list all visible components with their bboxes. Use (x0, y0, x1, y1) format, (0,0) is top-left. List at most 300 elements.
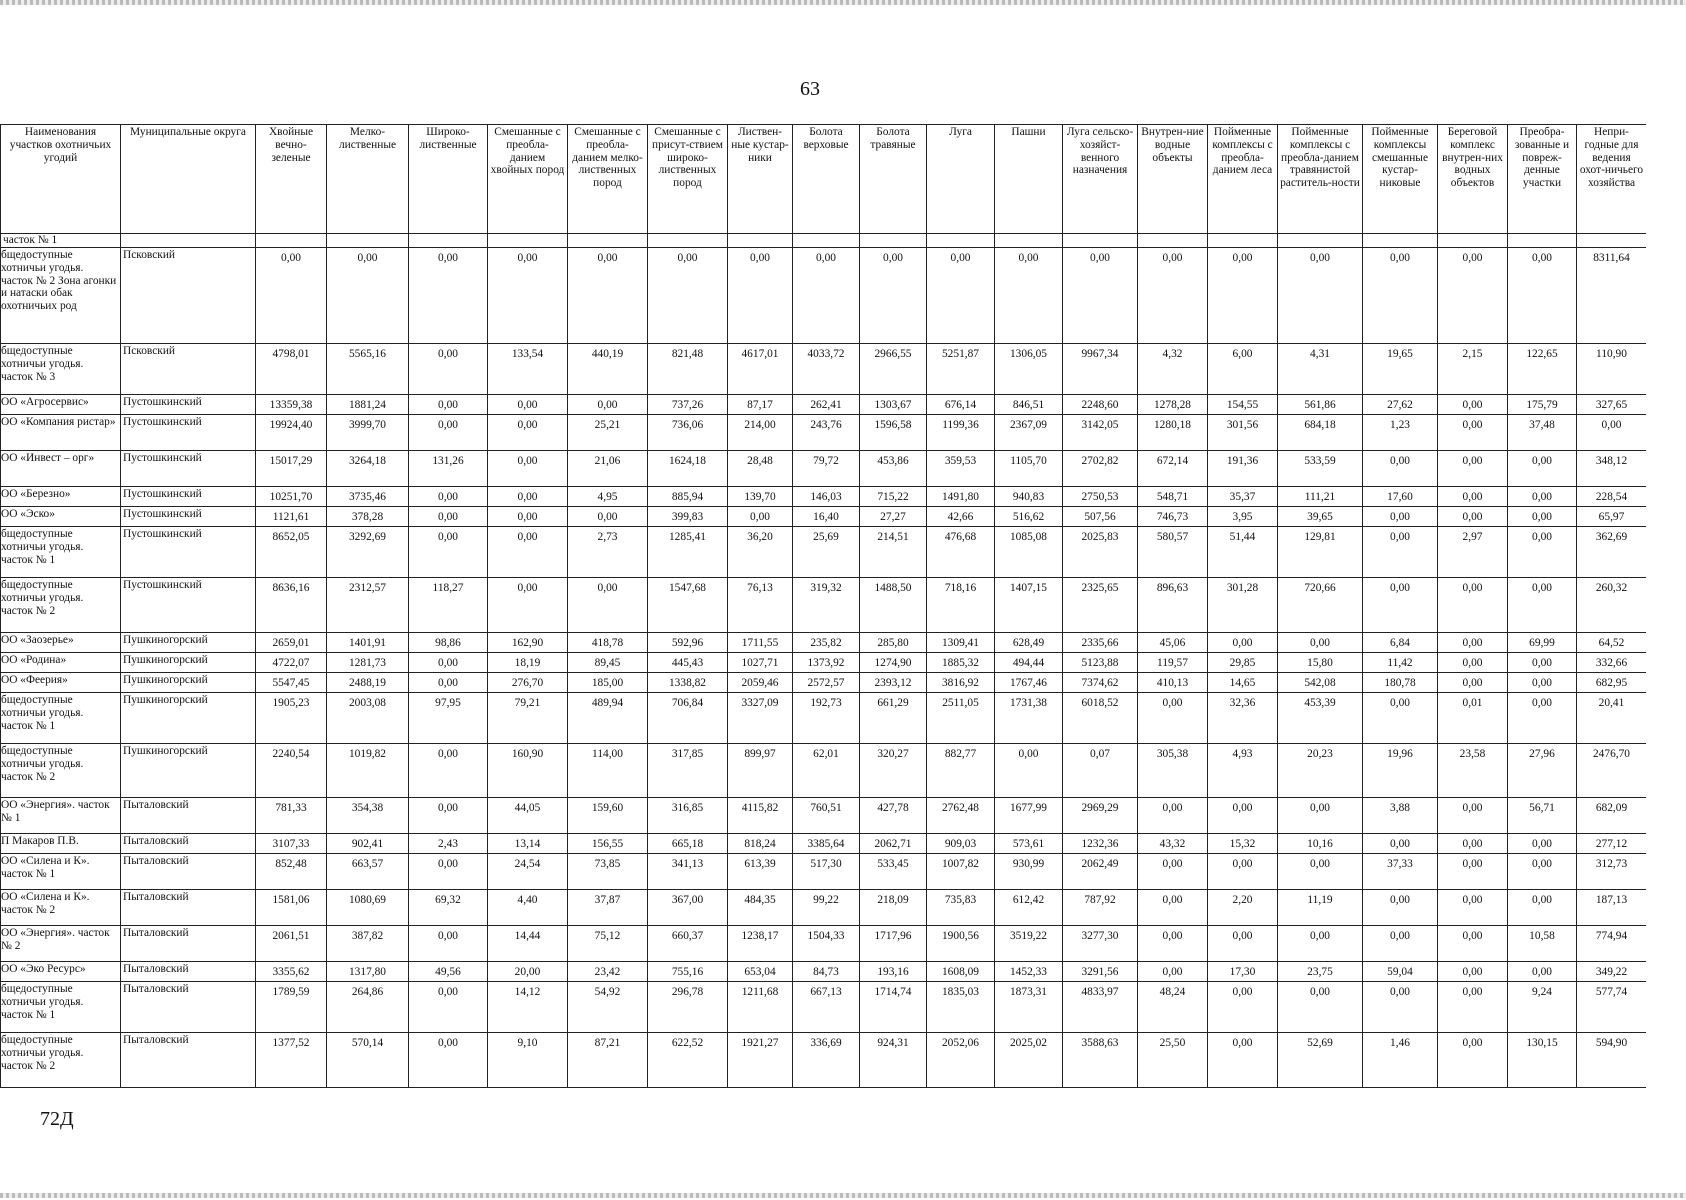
area-value-cell: 0,00 (1208, 926, 1278, 962)
area-value-cell: 0,00 (1138, 854, 1208, 890)
area-value-cell: 4617,01 (728, 344, 793, 395)
area-value-cell: 0,00 (568, 395, 648, 415)
area-value-cell: 0,00 (1208, 982, 1278, 1033)
area-value-cell: 736,06 (648, 415, 728, 451)
column-header: Смешанные с преобла-данием мелко-лиственных пород (568, 125, 648, 234)
municipality-name: Пустошкинский (121, 527, 256, 578)
area-value-cell: 0,00 (1508, 527, 1577, 578)
scan-edge-bottom (0, 1193, 1686, 1198)
table-row (1, 1033, 1647, 1088)
area-value-cell: 3142,05 (1063, 415, 1138, 451)
area-value-cell: 852,48 (256, 854, 327, 890)
area-value-cell: 317,85 (648, 744, 728, 798)
area-value-cell: 349,22 (1577, 962, 1647, 982)
area-value-cell: 1873,31 (995, 982, 1063, 1033)
municipality-name: Пустошкинский (121, 487, 256, 507)
area-value-cell: 0,00 (1363, 890, 1438, 926)
area-value-cell: 20,41 (1577, 693, 1647, 744)
area-value-cell: 87,17 (728, 395, 793, 415)
area-value-cell: 622,52 (648, 1033, 728, 1088)
area-value-cell: 98,86 (409, 633, 488, 653)
area-value-cell: 0,00 (1438, 415, 1508, 451)
area-value-cell: 2488,19 (327, 673, 409, 693)
area-value-cell: 902,41 (327, 834, 409, 854)
column-header: Пойменные комплексы смешанные кустар-никовые (1363, 125, 1438, 234)
area-value-cell: 930,99 (995, 854, 1063, 890)
area-value-cell: 367,00 (648, 890, 728, 926)
area-value-cell: 23,58 (1438, 744, 1508, 798)
area-value-cell: 18,19 (488, 653, 568, 673)
area-value-cell: 37,48 (1508, 415, 1577, 451)
area-value-cell: 0,00 (1363, 578, 1438, 633)
column-header: Пойменные комплексы с преобла-данием травянистой раститель-ности (1278, 125, 1363, 234)
hunting-area-name: бщедоступные хотничьи угодья. часток № 2 Зона агонки и натаски обак охотничьих род (1, 248, 121, 344)
area-value-cell: 8652,05 (256, 527, 327, 578)
area-value-cell: 139,70 (728, 487, 793, 507)
area-value-cell: 2511,05 (927, 693, 995, 744)
area-value-cell: 114,00 (568, 744, 648, 798)
area-value-cell: 0,00 (1438, 926, 1508, 962)
area-value-cell: 846,51 (995, 395, 1063, 415)
area-value-cell: 0,00 (1508, 578, 1577, 633)
hunting-area-name: ОО «Березно» (1, 487, 121, 507)
area-value-cell: 25,21 (568, 415, 648, 451)
area-value-cell: 218,09 (860, 890, 927, 926)
area-value-cell: 1373,92 (793, 653, 860, 673)
area-value-cell: 0,00 (1508, 673, 1577, 693)
area-value-cell: 410,13 (1138, 673, 1208, 693)
area-value-cell: 119,57 (1138, 653, 1208, 673)
area-value-cell: 774,94 (1577, 926, 1647, 962)
area-value-cell: 3355,62 (256, 962, 327, 982)
municipality-name: Пустошкинский (121, 415, 256, 451)
area-value-cell: 6,00 (1208, 344, 1278, 395)
area-value-cell: 0,00 (1138, 693, 1208, 744)
area-value-cell: 1711,55 (728, 633, 793, 653)
area-value-cell: 0,00 (1363, 926, 1438, 962)
area-value-cell: 0,00 (488, 507, 568, 527)
area-value-cell: 0,00 (409, 673, 488, 693)
area-value-cell: 37,33 (1363, 854, 1438, 890)
area-value-cell: 706,84 (648, 693, 728, 744)
column-header: Пашни (995, 125, 1063, 234)
area-value-cell: 3264,18 (327, 451, 409, 487)
area-value-cell: 4722,07 (256, 653, 327, 673)
area-value-cell: 1401,91 (327, 633, 409, 653)
area-value-cell: 580,57 (1138, 527, 1208, 578)
area-value-cell: 54,92 (568, 982, 648, 1033)
hunting-area-name: ОО «Инвест – орг» (1, 451, 121, 487)
area-value-cell: 0,00 (488, 527, 568, 578)
area-value-cell: 301,28 (1208, 578, 1278, 633)
area-value-cell: 0,00 (488, 487, 568, 507)
area-value-cell: 20,00 (488, 962, 568, 982)
area-value-cell: 665,18 (648, 834, 728, 854)
area-value-cell: 19,65 (1363, 344, 1438, 395)
area-value-cell: 0,00 (256, 248, 327, 344)
area-value-cell: 0,00 (728, 248, 793, 344)
area-value-cell: 0,00 (1138, 962, 1208, 982)
area-value-cell: 818,24 (728, 834, 793, 854)
note-cell: часток № 1 (1, 234, 121, 248)
area-value-cell: 305,38 (1138, 744, 1208, 798)
table-row (1, 633, 1647, 653)
area-value-cell: 122,65 (1508, 344, 1577, 395)
area-value-cell: 2966,55 (860, 344, 927, 395)
area-value-cell: 160,90 (488, 744, 568, 798)
area-value-cell: 0,00 (793, 248, 860, 344)
area-value-cell: 0,00 (409, 487, 488, 507)
area-value-cell: 399,83 (648, 507, 728, 527)
area-value-cell: 2,43 (409, 834, 488, 854)
area-value-cell: 29,85 (1208, 653, 1278, 673)
area-value-cell: 25,50 (1138, 1033, 1208, 1088)
hunting-area-name: бщедоступные хотничьи угодья. часток № 3 (1, 344, 121, 395)
area-value-cell: 118,27 (409, 578, 488, 633)
area-value-cell: 6,84 (1363, 633, 1438, 653)
area-value-cell: 0,00 (1363, 834, 1438, 854)
hunting-area-name: бщедоступные хотничьи угодья. часток № 1 (1, 982, 121, 1033)
area-value-cell: 5251,87 (927, 344, 995, 395)
area-value-cell: 1338,82 (648, 673, 728, 693)
area-value-cell: 2240,54 (256, 744, 327, 798)
area-value-cell: 2025,83 (1063, 527, 1138, 578)
column-header: Широко-лиственные (409, 125, 488, 234)
area-value-cell: 214,00 (728, 415, 793, 451)
column-header: Преобра-зованные и повреж-денные участки (1508, 125, 1577, 234)
municipality-name: Пустошкинский (121, 451, 256, 487)
area-value-cell: 0,00 (409, 527, 488, 578)
table-row (1, 395, 1647, 415)
area-value-cell: 192,73 (793, 693, 860, 744)
area-value-cell: 133,54 (488, 344, 568, 395)
table-container (0, 124, 1646, 1092)
area-value-cell: 162,90 (488, 633, 568, 653)
area-value-cell: 517,30 (793, 854, 860, 890)
area-value-cell: 0,00 (409, 248, 488, 344)
area-value-cell: 23,42 (568, 962, 648, 982)
table-row (1, 854, 1647, 890)
area-value-cell: 15017,29 (256, 451, 327, 487)
area-value-cell: 45,06 (1138, 633, 1208, 653)
area-value-cell: 0,00 (1063, 248, 1138, 344)
area-value-cell: 0,00 (568, 578, 648, 633)
area-value-cell: 180,78 (1363, 673, 1438, 693)
area-value-cell: 0,00 (1508, 890, 1577, 926)
area-value-cell: 1232,36 (1063, 834, 1138, 854)
area-value-cell: 0,00 (1438, 248, 1508, 344)
area-value-cell: 0,00 (488, 395, 568, 415)
table-row (1, 798, 1647, 834)
area-value-cell: 362,69 (1577, 527, 1647, 578)
area-value-cell: 3292,69 (327, 527, 409, 578)
area-value-cell: 7374,62 (1063, 673, 1138, 693)
area-value-cell: 2367,09 (995, 415, 1063, 451)
area-value-cell: 319,32 (793, 578, 860, 633)
area-value-cell: 0,00 (1208, 1033, 1278, 1088)
area-value-cell: 0,00 (488, 451, 568, 487)
area-value-cell: 84,73 (793, 962, 860, 982)
area-value-cell: 682,95 (1577, 673, 1647, 693)
area-value-cell: 0,00 (409, 926, 488, 962)
area-value-cell: 494,44 (995, 653, 1063, 673)
area-value-cell: 276,70 (488, 673, 568, 693)
area-value-cell: 561,86 (1278, 395, 1363, 415)
area-value-cell: 3588,63 (1063, 1033, 1138, 1088)
area-value-cell: 896,63 (1138, 578, 1208, 633)
municipality-name: Пустошкинский (121, 578, 256, 633)
area-value-cell: 737,26 (648, 395, 728, 415)
area-value-cell: 453,39 (1278, 693, 1363, 744)
area-value-cell: 14,12 (488, 982, 568, 1033)
area-value-cell: 577,74 (1577, 982, 1647, 1033)
area-value-cell: 0,00 (409, 415, 488, 451)
area-value-cell: 214,51 (860, 527, 927, 578)
area-value-cell: 882,77 (927, 744, 995, 798)
area-value-cell: 0,00 (1508, 693, 1577, 744)
area-value-cell: 1303,67 (860, 395, 927, 415)
area-value-cell: 0,00 (1138, 890, 1208, 926)
area-value-cell: 1407,15 (995, 578, 1063, 633)
municipality-name: Пустошкинский (121, 395, 256, 415)
area-value-cell: 193,16 (860, 962, 927, 982)
area-value-cell: 2059,46 (728, 673, 793, 693)
area-value-cell: 0,00 (1438, 487, 1508, 507)
municipality-name: Пушкиногорский (121, 653, 256, 673)
header-row (1, 125, 1647, 234)
area-value-cell: 0,00 (1363, 451, 1438, 487)
area-value-cell: 260,32 (1577, 578, 1647, 633)
area-value-cell: 1491,80 (927, 487, 995, 507)
area-value-cell: 42,66 (927, 507, 995, 527)
area-value-cell: 5123,88 (1063, 653, 1138, 673)
area-value-cell: 0,00 (1508, 854, 1577, 890)
area-value-cell: 49,56 (409, 962, 488, 982)
area-value-cell: 672,14 (1138, 451, 1208, 487)
area-value-cell: 1105,70 (995, 451, 1063, 487)
note-row (1, 234, 1647, 248)
area-value-cell: 10,16 (1278, 834, 1363, 854)
area-value-cell: 37,87 (568, 890, 648, 926)
area-value-cell: 1504,33 (793, 926, 860, 962)
area-value-cell: 285,80 (860, 633, 927, 653)
area-value-cell: 28,48 (728, 451, 793, 487)
area-value-cell: 667,13 (793, 982, 860, 1033)
municipality-name: Пушкиногорский (121, 633, 256, 653)
area-value-cell: 0,00 (1508, 487, 1577, 507)
hunting-area-name: ОО «Энергия». часток № 1 (1, 798, 121, 834)
area-value-cell: 4,32 (1138, 344, 1208, 395)
area-value-cell: 316,85 (648, 798, 728, 834)
area-value-cell: 2248,60 (1063, 395, 1138, 415)
area-value-cell: 2335,66 (1063, 633, 1138, 653)
table-row (1, 487, 1647, 507)
area-value-cell: 2325,65 (1063, 578, 1138, 633)
area-value-cell: 1677,99 (995, 798, 1063, 834)
table-row (1, 415, 1647, 451)
municipality-name: Пушкиногорский (121, 693, 256, 744)
table-row (1, 693, 1647, 744)
area-value-cell: 1731,38 (995, 693, 1063, 744)
area-value-cell: 676,14 (927, 395, 995, 415)
area-value-cell: 4,40 (488, 890, 568, 926)
area-value-cell: 3385,64 (793, 834, 860, 854)
area-value-cell: 10,58 (1508, 926, 1577, 962)
area-value-cell: 718,16 (927, 578, 995, 633)
area-value-cell: 418,78 (568, 633, 648, 653)
area-value-cell: 2,97 (1438, 527, 1508, 578)
area-value-cell: 909,03 (927, 834, 995, 854)
area-value-cell: 0,00 (1278, 982, 1363, 1033)
area-value-cell: 97,95 (409, 693, 488, 744)
area-value-cell: 146,03 (793, 487, 860, 507)
area-value-cell: 1238,17 (728, 926, 793, 962)
area-value-cell: 3291,56 (1063, 962, 1138, 982)
area-value-cell: 17,60 (1363, 487, 1438, 507)
area-value-cell: 62,01 (793, 744, 860, 798)
area-value-cell: 0,00 (409, 854, 488, 890)
area-value-cell: 27,27 (860, 507, 927, 527)
area-value-cell: 1019,82 (327, 744, 409, 798)
area-value-cell: 110,90 (1577, 344, 1647, 395)
area-value-cell: 354,38 (327, 798, 409, 834)
area-value-cell: 44,05 (488, 798, 568, 834)
column-header: Смешанные с преобла-данием хвойных пород (488, 125, 568, 234)
area-value-cell: 15,80 (1278, 653, 1363, 673)
area-value-cell: 2702,82 (1063, 451, 1138, 487)
area-value-cell: 10251,70 (256, 487, 327, 507)
area-value-cell: 27,62 (1363, 395, 1438, 415)
area-value-cell: 1199,36 (927, 415, 995, 451)
area-value-cell: 187,13 (1577, 890, 1647, 926)
area-value-cell: 27,96 (1508, 744, 1577, 798)
column-header: Непри-годные для ведения охот-ничьего хозяйства (1577, 125, 1647, 234)
area-value-cell: 6018,52 (1063, 693, 1138, 744)
area-value-cell: 0,00 (1208, 798, 1278, 834)
area-value-cell: 1121,61 (256, 507, 327, 527)
area-value-cell: 99,22 (793, 890, 860, 926)
area-value-cell: 484,35 (728, 890, 793, 926)
area-value-cell: 489,94 (568, 693, 648, 744)
area-value-cell: 0,00 (1138, 926, 1208, 962)
area-value-cell: 533,45 (860, 854, 927, 890)
area-value-cell: 2062,49 (1063, 854, 1138, 890)
area-value-cell: 69,32 (409, 890, 488, 926)
area-value-cell: 16,40 (793, 507, 860, 527)
area-value-cell: 0,00 (409, 798, 488, 834)
area-value-cell: 0,00 (1577, 415, 1647, 451)
area-value-cell: 507,56 (1063, 507, 1138, 527)
area-value-cell: 0,00 (1438, 962, 1508, 982)
area-value-cell: 0,00 (409, 653, 488, 673)
table-row (1, 982, 1647, 1033)
area-value-cell: 0,00 (568, 248, 648, 344)
area-value-cell: 2,15 (1438, 344, 1508, 395)
area-value-cell: 4033,72 (793, 344, 860, 395)
area-value-cell: 1,23 (1363, 415, 1438, 451)
area-value-cell: 2762,48 (927, 798, 995, 834)
area-value-cell: 1885,32 (927, 653, 995, 673)
area-value-cell: 2052,06 (927, 1033, 995, 1088)
area-value-cell: 1767,46 (995, 673, 1063, 693)
municipality-name: Пыталовский (121, 834, 256, 854)
table-row (1, 527, 1647, 578)
area-value-cell: 277,12 (1577, 834, 1647, 854)
area-value-cell: 2025,02 (995, 1033, 1063, 1088)
area-value-cell: 885,94 (648, 487, 728, 507)
area-value-cell: 427,78 (860, 798, 927, 834)
area-value-cell: 0,00 (409, 395, 488, 415)
hunting-area-name: ОО «Агросервис» (1, 395, 121, 415)
area-value-cell: 0,07 (1063, 744, 1138, 798)
area-value-cell: 52,69 (1278, 1033, 1363, 1088)
column-header: Наименования участков охотничьих угодий (1, 125, 121, 234)
area-value-cell: 0,00 (1363, 982, 1438, 1033)
area-value-cell: 573,61 (995, 834, 1063, 854)
area-value-cell: 156,55 (568, 834, 648, 854)
municipality-name: Пыталовский (121, 962, 256, 982)
area-value-cell: 14,44 (488, 926, 568, 962)
area-value-cell: 1452,33 (995, 962, 1063, 982)
area-value-cell: 0,00 (1278, 633, 1363, 653)
area-value-cell: 2393,12 (860, 673, 927, 693)
area-value-cell: 0,01 (1438, 693, 1508, 744)
area-value-cell: 613,39 (728, 854, 793, 890)
column-header: Хвойные вечно-зеленые (256, 125, 327, 234)
area-value-cell: 1881,24 (327, 395, 409, 415)
area-value-cell: 684,18 (1278, 415, 1363, 451)
area-value-cell: 1921,27 (728, 1033, 793, 1088)
area-value-cell: 4,93 (1208, 744, 1278, 798)
area-value-cell: 3327,09 (728, 693, 793, 744)
area-value-cell: 359,53 (927, 451, 995, 487)
area-value-cell: 746,73 (1138, 507, 1208, 527)
area-value-cell: 0,00 (327, 248, 409, 344)
hunting-area-name: ОО «Родина» (1, 653, 121, 673)
area-value-cell: 1007,82 (927, 854, 995, 890)
area-value-cell: 14,65 (1208, 673, 1278, 693)
area-value-cell: 235,82 (793, 633, 860, 653)
area-value-cell: 570,14 (327, 1033, 409, 1088)
area-value-cell: 0,00 (1278, 854, 1363, 890)
area-value-cell: 1281,73 (327, 653, 409, 673)
area-value-cell: 312,73 (1577, 854, 1647, 890)
column-header: Болота травяные (860, 125, 927, 234)
area-value-cell: 0,00 (728, 507, 793, 527)
scan-edge-top (0, 0, 1686, 5)
column-header: Пойменные комплексы с преобла-данием леса (1208, 125, 1278, 234)
area-value-cell: 130,15 (1508, 1033, 1577, 1088)
area-value-cell: 4115,82 (728, 798, 793, 834)
area-value-cell: 1624,18 (648, 451, 728, 487)
area-value-cell: 79,21 (488, 693, 568, 744)
area-value-cell: 715,22 (860, 487, 927, 507)
area-value-cell: 2750,53 (1063, 487, 1138, 507)
area-value-cell: 0,00 (1508, 507, 1577, 527)
area-value-cell: 1789,59 (256, 982, 327, 1033)
column-header: Болота верховые (793, 125, 860, 234)
area-value-cell: 3107,33 (256, 834, 327, 854)
area-value-cell: 0,00 (1438, 673, 1508, 693)
area-value-cell: 940,83 (995, 487, 1063, 507)
hunting-area-name: бщедоступные хотничьи угодья. часток № 2 (1, 578, 121, 633)
area-value-cell: 348,12 (1577, 451, 1647, 487)
area-value-cell: 3277,30 (1063, 926, 1138, 962)
area-value-cell: 5547,45 (256, 673, 327, 693)
area-value-cell: 2312,57 (327, 578, 409, 633)
area-value-cell: 79,72 (793, 451, 860, 487)
area-value-cell: 2062,71 (860, 834, 927, 854)
